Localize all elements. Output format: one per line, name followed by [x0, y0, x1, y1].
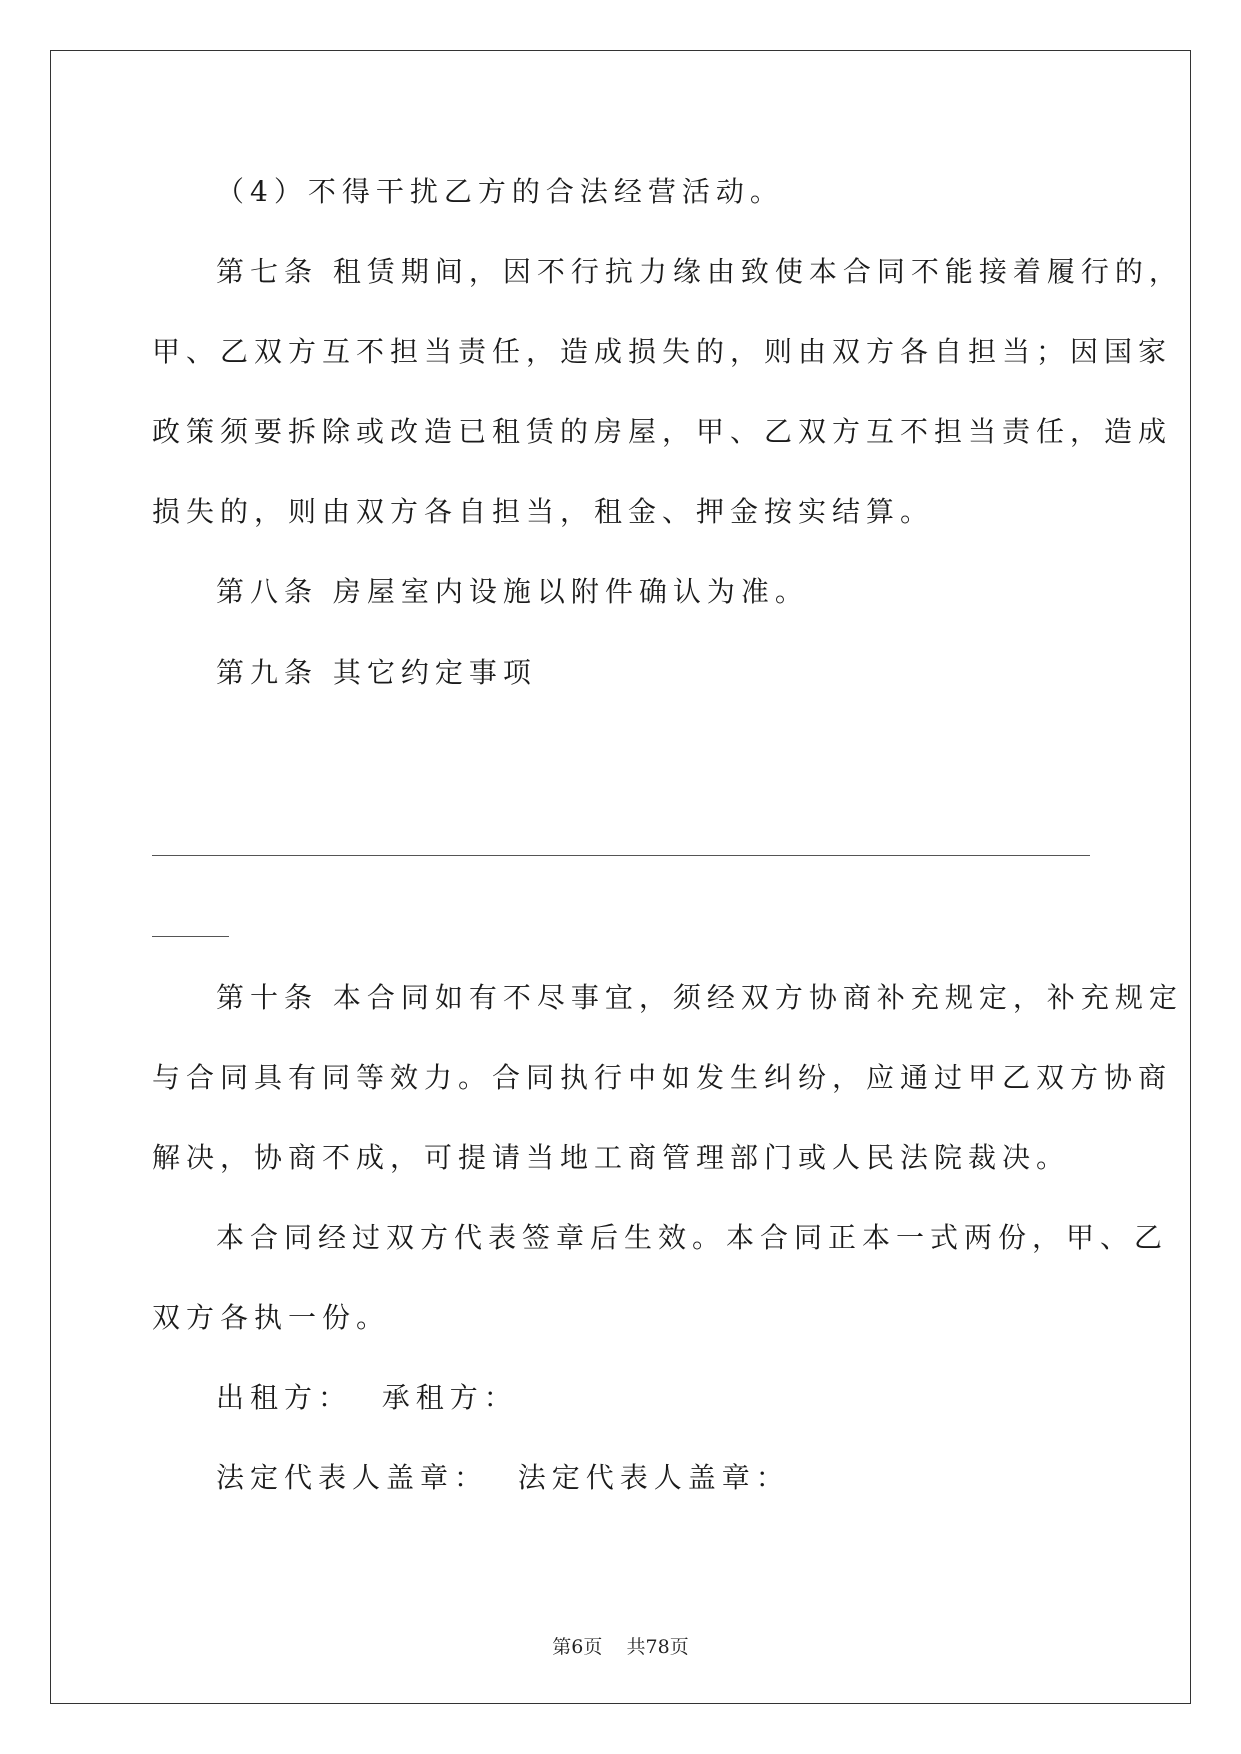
article-7-line-2: 甲、乙双方互不担当责任，造成损失的，则由双方各自担当；因国家 [152, 335, 1173, 368]
article-9-line: 第九条 其它约定事项 [216, 656, 537, 689]
paragraph-line-1: （4）不得干扰乙方的合法经营活动。 [216, 175, 784, 208]
article-7-line-1: 第七条 租赁期间，因不行抗力缘由致使本合同不能接着履行的， [216, 255, 1183, 288]
article-10-line-3: 解决，协商不成，可提请当地工商管理部门或人民法院裁决。 [152, 1141, 1071, 1174]
page-border [50, 50, 1191, 1704]
effect-line-1: 本合同经过双方代表签章后生效。本合同正本一式两份，甲、乙 [216, 1221, 1169, 1254]
parties-line: 出租方： 承租方： [216, 1381, 518, 1414]
article-7-line-3: 政策须要拆除或改造已租赁的房屋，甲、乙双方互不担当责任，造成 [152, 415, 1173, 448]
blank-fill-line-short [152, 936, 229, 937]
article-10-line-1: 第十条 本合同如有不尽事宜，须经双方协商补充规定，补充规定 [216, 981, 1183, 1014]
page-number-footer: 第6页 共78页 [552, 1636, 689, 1658]
article-10-line-2: 与合同具有同等效力。合同执行中如发生纠纷，应通过甲乙双方协商 [152, 1061, 1173, 1094]
blank-fill-line-long [152, 855, 1090, 856]
seal-line: 法定代表人盖章： 法定代表人盖章： [216, 1461, 790, 1494]
article-8-line: 第八条 房屋室内设施以附件确认为准。 [216, 575, 809, 608]
effect-line-2: 双方各执一份。 [152, 1301, 391, 1334]
article-7-line-4: 损失的，则由双方各自担当，租金、押金按实结算。 [152, 495, 935, 528]
